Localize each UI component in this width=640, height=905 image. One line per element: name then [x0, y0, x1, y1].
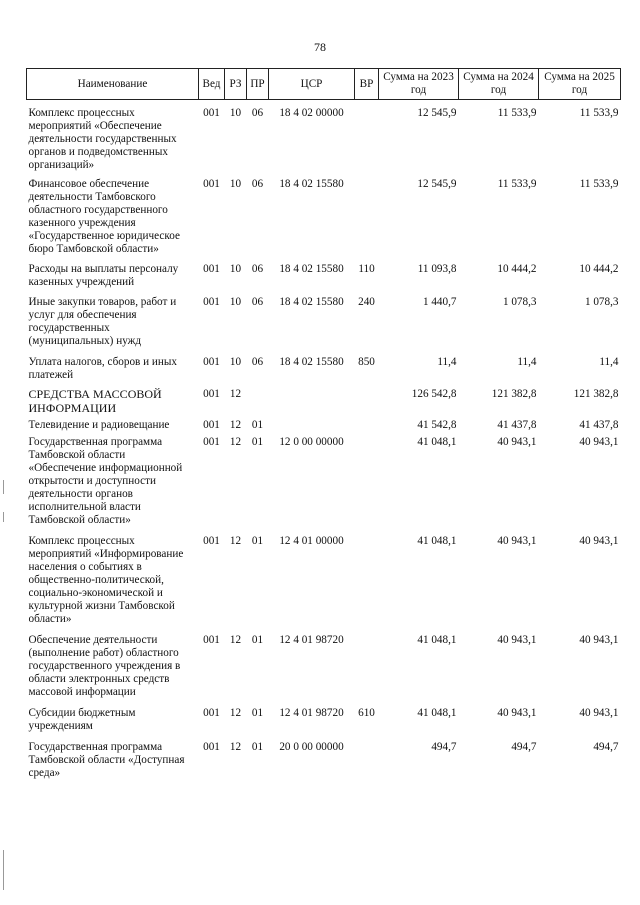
cell-csr: 18 4 02 15580 [279, 263, 344, 275]
cell-sum-2024: 11 533,9 [497, 107, 537, 119]
cell-rz: 10 [229, 296, 242, 308]
cell-vr: 110 [358, 263, 375, 275]
cell-pr [247, 388, 269, 415]
row-spacer-cell [27, 527, 621, 535]
cell-ved: 001 [203, 356, 220, 368]
header-sum-2025: Сумма на 2025 год [539, 69, 621, 100]
cell-ved: 001 [203, 388, 220, 400]
cell-name: Государственная программа Тамбовской области «Доступная среда» [28, 741, 185, 779]
table-row [27, 263, 621, 289]
cell-ved: 001 [203, 436, 220, 448]
cell-name: Субсидии бюджетным учреждениям [28, 707, 136, 732]
cell-pr: 01 [251, 535, 264, 547]
cell-pr: 06 [251, 356, 264, 368]
cell-sum-2024: 40 943,1 [497, 436, 537, 448]
cell-sum-2023: 41 048,1 [417, 707, 457, 719]
cell-vr [355, 634, 379, 699]
cell-vr [355, 535, 379, 626]
cell-sum-2024: 11 533,9 [497, 178, 537, 190]
cell-ved: 001 [203, 634, 220, 646]
cell-rz: 10 [229, 356, 242, 368]
table-row [27, 436, 621, 527]
margin-scan-mark [3, 850, 4, 890]
cell-vr [355, 178, 379, 256]
cell-csr: 18 4 02 15580 [279, 178, 344, 190]
table-row [27, 707, 621, 733]
cell-sum-2023: 41 048,1 [417, 634, 457, 646]
cell-sum-2025: 1 078,3 [584, 296, 619, 308]
page-number: 78 [314, 40, 326, 54]
row-spacer-cell [27, 256, 621, 263]
header-pr: ПР [247, 69, 269, 100]
cell-sum-2023: 11 093,8 [417, 263, 457, 275]
cell-sum-2023: 41 048,1 [417, 535, 457, 547]
table-row [27, 178, 621, 256]
cell-sum-2025: 11 533,9 [579, 107, 619, 119]
row-spacer [27, 100, 621, 108]
cell-vr: 240 [358, 296, 375, 308]
cell-csr: 18 4 02 15580 [279, 296, 344, 308]
cell-sum-2024: 10 444,2 [497, 263, 537, 275]
header-ved: Вед [199, 69, 225, 100]
row-spacer-cell [27, 699, 621, 707]
cell-name: СРЕДСТВА МАССОВОЙ ИНФОРМАЦИИ [28, 387, 162, 415]
table-row [27, 535, 621, 626]
cell-sum-2025: 40 943,1 [579, 707, 619, 719]
cell-sum-2025: 40 943,1 [579, 436, 619, 448]
cell-rz: 12 [229, 436, 242, 448]
cell-vr: 850 [358, 356, 375, 368]
cell-sum-2025: 11,4 [599, 356, 619, 368]
cell-sum-2023: 1 440,7 [422, 296, 457, 308]
cell-pr: 01 [251, 419, 264, 431]
cell-rz: 10 [229, 178, 242, 190]
cell-csr: 12 4 01 98720 [279, 634, 344, 646]
row-spacer [27, 348, 621, 356]
cell-csr [269, 419, 355, 432]
cell-sum-2025: 121 382,8 [573, 388, 619, 400]
cell-vr [355, 107, 379, 172]
cell-sum-2024: 40 943,1 [497, 707, 537, 719]
cell-ved: 001 [203, 263, 220, 275]
margin-scan-mark [3, 512, 4, 522]
cell-csr [269, 388, 355, 415]
cell-ved: 001 [203, 707, 220, 719]
cell-ved: 001 [203, 107, 220, 119]
cell-sum-2024: 494,7 [511, 741, 537, 753]
cell-pr: 01 [251, 707, 264, 719]
cell-pr: 06 [251, 107, 264, 119]
cell-ved: 001 [203, 419, 220, 431]
cell-rz: 10 [229, 107, 242, 119]
cell-pr: 01 [251, 741, 264, 753]
header-vr: ВР [355, 69, 379, 100]
cell-pr: 06 [251, 178, 264, 190]
budget-table [26, 68, 621, 780]
cell-name: Телевидение и радиовещание [28, 419, 170, 431]
row-spacer [27, 699, 621, 707]
table-row [27, 741, 621, 780]
cell-pr: 01 [251, 634, 264, 646]
cell-vr [355, 388, 379, 415]
cell-sum-2024: 41 437,8 [497, 419, 537, 431]
cell-ved: 001 [203, 535, 220, 547]
cell-rz: 12 [229, 535, 242, 547]
header-sum-2023: Сумма на 2023 год [379, 69, 459, 100]
cell-sum-2025: 40 943,1 [579, 634, 619, 646]
cell-sum-2024: 1 078,3 [502, 296, 537, 308]
cell-sum-2023: 41 542,8 [417, 419, 457, 431]
table-row [27, 107, 621, 172]
row-spacer-cell [27, 733, 621, 741]
cell-vr [355, 419, 379, 432]
cell-name: Комплекс процессных мероприятий «Обеспечение деятельности государственных органов и подведомственных организаций» [28, 107, 177, 171]
cell-rz: 10 [229, 263, 242, 275]
header-row [27, 69, 621, 100]
cell-name: Уплата налогов, сборов и иных платежей [28, 356, 178, 381]
cell-pr: 01 [251, 436, 264, 448]
cell-name: Комплекс процессных мероприятий «Информирование населения о событиях в общественно-политической, социально-экономической и культурной жизни Тамбовской области» [28, 535, 184, 625]
row-spacer [27, 527, 621, 535]
cell-csr: 20 0 00 00000 [279, 741, 344, 753]
cell-name: Обеспечение деятельности (выполнение работ) областного государственного учреждения в области электронных средств массовой информации [28, 634, 181, 698]
cell-sum-2024: 121 382,8 [491, 388, 537, 400]
cell-sum-2023: 41 048,1 [417, 436, 457, 448]
cell-csr: 12 4 01 00000 [279, 535, 344, 547]
table-row [27, 419, 621, 432]
cell-sum-2023: 11,4 [437, 356, 457, 368]
cell-csr: 18 4 02 15580 [279, 356, 344, 368]
row-spacer-cell [27, 348, 621, 356]
row-spacer [27, 626, 621, 634]
cell-rz: 12 [229, 388, 242, 400]
cell-ved: 001 [203, 296, 220, 308]
cell-rz: 12 [229, 419, 242, 431]
cell-sum-2023: 12 545,9 [417, 178, 457, 190]
cell-ved: 001 [203, 741, 220, 753]
cell-name: Расходы на выплаты персоналу казенных учреждений [28, 263, 179, 288]
cell-vr: 610 [358, 707, 375, 719]
cell-vr [355, 436, 379, 527]
header-csr: ЦСР [269, 69, 355, 100]
cell-sum-2024: 11,4 [517, 356, 537, 368]
cell-vr [355, 741, 379, 780]
cell-rz: 12 [229, 707, 242, 719]
cell-sum-2023: 12 545,9 [417, 107, 457, 119]
table-row [27, 356, 621, 382]
cell-name: Финансовое обеспечение деятельности Тамбовского областного государственного казенного учреждения «Государственное юридическое бюро Тамбовской области» [28, 178, 180, 255]
cell-rz: 12 [229, 741, 242, 753]
header-rz: РЗ [225, 69, 247, 100]
cell-sum-2025: 40 943,1 [579, 535, 619, 547]
table-row [27, 296, 621, 348]
table-row [27, 388, 621, 415]
cell-sum-2025: 10 444,2 [579, 263, 619, 275]
cell-rz: 12 [229, 634, 242, 646]
cell-sum-2023: 126 542,8 [411, 388, 457, 400]
cell-csr: 12 4 01 98720 [279, 707, 344, 719]
cell-sum-2025: 41 437,8 [579, 419, 619, 431]
row-spacer [27, 289, 621, 296]
cell-name: Государственная программа Тамбовской области «Обеспечение информационной открытости и доступности деятельности органов исполнительной власти Тамбовской области» [28, 436, 183, 526]
row-spacer-cell [27, 289, 621, 296]
cell-pr: 06 [251, 296, 264, 308]
row-spacer-cell [27, 626, 621, 634]
cell-ved: 001 [203, 178, 220, 190]
cell-pr: 06 [251, 263, 264, 275]
header-name: Наименование [27, 69, 199, 100]
cell-sum-2024: 40 943,1 [497, 634, 537, 646]
cell-sum-2025: 11 533,9 [579, 178, 619, 190]
table-row [27, 634, 621, 699]
row-spacer [27, 256, 621, 263]
cell-sum-2023: 494,7 [431, 741, 457, 753]
cell-csr: 12 0 00 00000 [279, 436, 344, 448]
row-spacer-cell [27, 100, 621, 108]
header-sum-2024: Сумма на 2024 год [459, 69, 539, 100]
cell-csr: 18 4 02 00000 [279, 107, 344, 119]
row-spacer [27, 733, 621, 741]
margin-scan-mark [3, 480, 4, 494]
cell-name: Иные закупки товаров, работ и услуг для обеспечения государственных (муниципальных) нужд [28, 296, 177, 347]
cell-sum-2025: 494,7 [593, 741, 619, 753]
cell-sum-2024: 40 943,1 [497, 535, 537, 547]
